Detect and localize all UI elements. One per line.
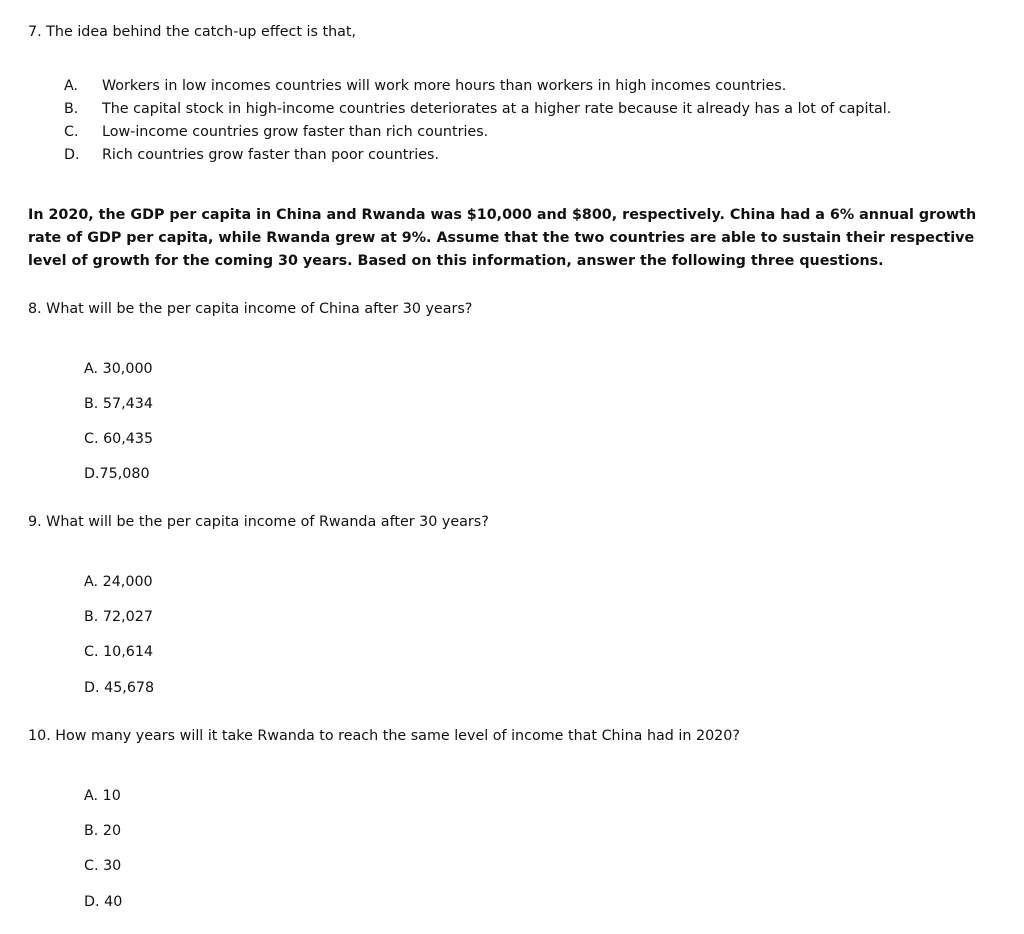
q7-option-b xyxy=(64,99,891,119)
q8-option-d: D.75,080 xyxy=(84,466,150,482)
option-label: A. xyxy=(64,78,79,94)
question-8: 8. What will be the per capita income of China after 30 years? xyxy=(28,301,473,317)
q8-option-c: C. 60,435 xyxy=(84,431,154,447)
intro-line-2: rate of GDP per capita, while Rwanda grew at 9%. Assume that the two countries are able to sustain their respective xyxy=(28,230,975,246)
q7-option-a xyxy=(64,76,786,96)
q10-option-b: B. 20 xyxy=(84,823,122,839)
option-label: B. xyxy=(64,101,79,117)
q10-option-a: A. 10 xyxy=(84,788,121,804)
q7-option-d xyxy=(64,145,439,165)
option-label: D. xyxy=(64,147,80,163)
q8-option-b: B. 57,434 xyxy=(84,396,153,412)
q9-option-d: D. 45,678 xyxy=(84,680,155,696)
option-text: Workers in low incomes countries will work more hours than workers in high incomes countries. xyxy=(102,78,787,94)
q10-option-c: C. 30 xyxy=(84,858,122,874)
q8-option-a: A. 30,000 xyxy=(84,361,153,377)
intro-line-3: level of growth for the coming 30 years. Based on this information, answer the following three questions. xyxy=(28,253,884,269)
q10-option-d: D. 40 xyxy=(84,894,123,910)
question-7: 7. The idea behind the catch-up effect is that, xyxy=(28,24,357,40)
q9-option-b: B. 72,027 xyxy=(84,609,153,625)
q9-option-a: A. 24,000 xyxy=(84,574,153,590)
intro-line-1: In 2020, the GDP per capita in China and Rwanda was $10,000 and $800, respectively. China had a 6% annual growth xyxy=(28,207,977,223)
q9-option-c: C. 10,614 xyxy=(84,644,154,660)
option-text: Rich countries grow faster than poor countries. xyxy=(102,147,440,163)
option-text: The capital stock in high-income countries deteriorates at a higher rate because it already has a lot of capital. xyxy=(102,101,892,117)
option-label: C. xyxy=(64,124,79,140)
option-text: Low-income countries grow faster than rich countries. xyxy=(102,124,489,140)
q7-option-c xyxy=(64,122,488,142)
question-9: 9. What will be the per capita income of Rwanda after 30 years? xyxy=(28,514,489,530)
question-10: 10. How many years will it take Rwanda to reach the same level of income that China had in 2020? xyxy=(28,728,740,744)
